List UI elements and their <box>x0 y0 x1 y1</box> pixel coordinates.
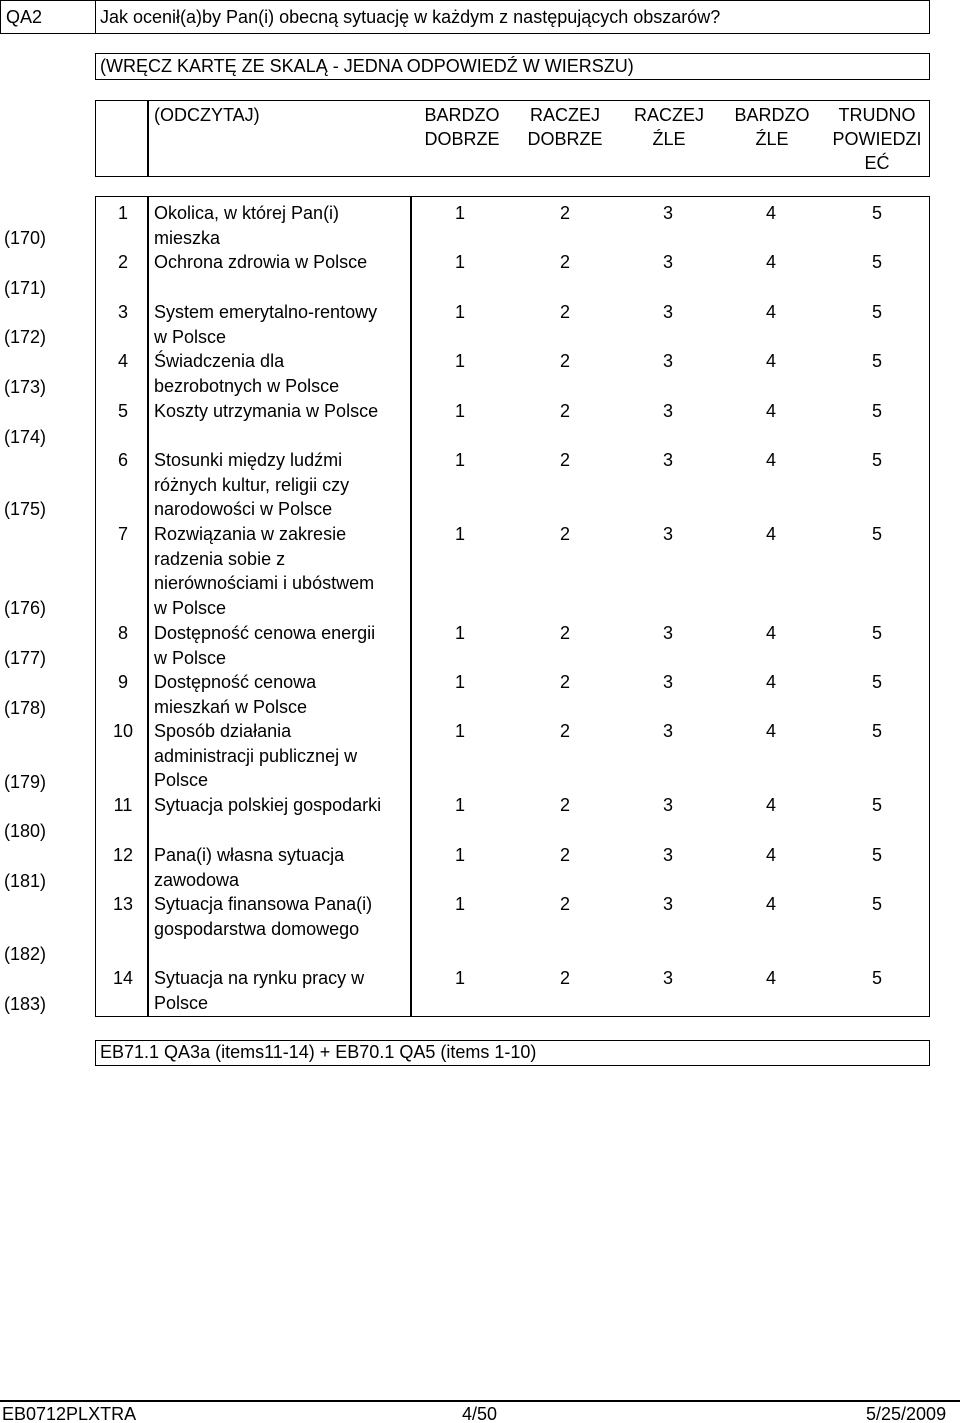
scale-option-4[interactable]: 4 <box>765 623 776 643</box>
scale-option-2[interactable]: 2 <box>559 968 570 988</box>
row-code: (171) <box>4 278 47 298</box>
scale-option-2[interactable]: 2 <box>559 302 570 322</box>
scale-option-3[interactable]: 3 <box>662 450 673 470</box>
row-code: (177) <box>4 648 47 668</box>
scale-option-1[interactable]: 1 <box>454 845 465 865</box>
item-number: 13 <box>112 894 134 914</box>
scale-option-3[interactable]: 3 <box>662 845 673 865</box>
row-code: (179) <box>4 772 47 792</box>
scale-option-5[interactable]: 5 <box>871 203 882 223</box>
item-number: 8 <box>117 623 128 643</box>
scale-option-4[interactable]: 4 <box>765 721 776 741</box>
scale-option-4[interactable]: 4 <box>765 252 776 272</box>
question-id: QA2 <box>6 7 43 27</box>
scale-option-1[interactable]: 1 <box>454 795 465 815</box>
row-code: (183) <box>4 994 47 1014</box>
scale-option-4[interactable]: 4 <box>765 203 776 223</box>
item-number: 6 <box>117 450 128 470</box>
item-number: 5 <box>117 401 128 421</box>
scale-option-4[interactable]: 4 <box>765 845 776 865</box>
item-label: Ochrona zdrowia w Polsce <box>154 252 368 272</box>
scale-option-4[interactable]: 4 <box>765 401 776 421</box>
row-code: (180) <box>4 821 47 841</box>
scale-option-2[interactable]: 2 <box>559 894 570 914</box>
scale-option-1[interactable]: 1 <box>454 401 465 421</box>
scale-option-1[interactable]: 1 <box>454 721 465 741</box>
source-note: EB71.1 QA3a (items11-14) + EB70.1 QA5 (items 1-10) <box>100 1042 537 1062</box>
scale-option-5[interactable]: 5 <box>871 721 882 741</box>
scale-option-5[interactable]: 5 <box>871 845 882 865</box>
scale-option-1[interactable]: 1 <box>454 302 465 322</box>
column-header-bardzo-zle: BARDZO ŹLE <box>734 105 810 149</box>
row-code: (176) <box>4 598 47 618</box>
footer-page-number: 4/50 <box>462 1404 498 1423</box>
read-label: (ODCZYTAJ) <box>154 105 260 125</box>
column-header-trudno-powiedziec: TRUDNO POWIEDZI EĆ <box>832 105 922 173</box>
scale-option-2[interactable]: 2 <box>559 845 570 865</box>
row-code: (174) <box>4 427 47 447</box>
scale-option-4[interactable]: 4 <box>765 524 776 544</box>
scale-option-5[interactable]: 5 <box>871 450 882 470</box>
item-label: Sposób działania administracji publicznej w Polsce <box>154 721 358 790</box>
scale-option-5[interactable]: 5 <box>871 795 882 815</box>
scale-option-5[interactable]: 5 <box>871 968 882 988</box>
scale-option-3[interactable]: 3 <box>662 894 673 914</box>
scale-option-1[interactable]: 1 <box>454 252 465 272</box>
scale-option-1[interactable]: 1 <box>454 968 465 988</box>
item-number: 11 <box>113 795 133 815</box>
item-number: 3 <box>117 302 128 322</box>
item-number: 14 <box>112 968 134 988</box>
row-code: (178) <box>4 698 47 718</box>
item-label: Koszty utrzymania w Polsce <box>154 401 379 421</box>
scale-option-1[interactable]: 1 <box>454 623 465 643</box>
scale-option-2[interactable]: 2 <box>559 203 570 223</box>
scale-option-4[interactable]: 4 <box>765 672 776 692</box>
row-code: (182) <box>4 944 47 964</box>
scale-option-3[interactable]: 3 <box>662 524 673 544</box>
scale-option-4[interactable]: 4 <box>765 894 776 914</box>
item-label: Pana(i) własna sytuacja zawodowa <box>154 845 345 890</box>
footer-doc-id: EB0712PLXTRA <box>2 1404 137 1423</box>
item-label: Sytuacja finansowa Pana(i) gospodarstwa domowego <box>154 894 373 939</box>
item-number: 4 <box>117 351 128 371</box>
item-number: 7 <box>117 524 128 544</box>
scale-option-2[interactable]: 2 <box>559 795 570 815</box>
row-code: (175) <box>4 499 47 519</box>
item-number: 2 <box>117 252 128 272</box>
scale-option-3[interactable]: 3 <box>662 351 673 371</box>
scale-option-1[interactable]: 1 <box>454 203 465 223</box>
item-number: 10 <box>112 721 134 741</box>
scale-option-5[interactable]: 5 <box>871 302 882 322</box>
scale-option-5[interactable]: 5 <box>871 623 882 643</box>
column-header-raczej-dobrze: RACZEJ DOBRZE <box>527 105 603 149</box>
scale-option-3[interactable]: 3 <box>662 968 673 988</box>
item-label: Rozwiązania w zakresie radzenia sobie z nierównościami i ubóstwem w Polsce <box>154 524 375 618</box>
item-label: Okolica, w której Pan(i) mieszka <box>154 203 340 248</box>
scale-option-1[interactable]: 1 <box>454 894 465 914</box>
scale-option-4[interactable]: 4 <box>765 351 776 371</box>
scale-option-2[interactable]: 2 <box>559 623 570 643</box>
scale-option-4[interactable]: 4 <box>765 968 776 988</box>
scale-option-5[interactable]: 5 <box>871 894 882 914</box>
row-code: (172) <box>4 327 47 347</box>
scale-option-3[interactable]: 3 <box>662 252 673 272</box>
row-code: (181) <box>4 871 47 891</box>
item-number: 9 <box>117 672 128 692</box>
item-label: Dostępność cenowa energii w Polsce <box>154 623 376 668</box>
scale-option-2[interactable]: 2 <box>559 351 570 371</box>
question-text: Jak ocenił(a)by Pan(i) obecną sytuację w każdym z następujących obszarów? <box>100 7 721 27</box>
scale-option-3[interactable]: 3 <box>662 623 673 643</box>
scale-option-3[interactable]: 3 <box>662 401 673 421</box>
column-header-raczej-zle: RACZEJ ŹLE <box>633 105 704 149</box>
item-label: Sytuacja polskiej gospodarki <box>154 795 382 815</box>
scale-option-5[interactable]: 5 <box>871 672 882 692</box>
scale-option-1[interactable]: 1 <box>454 672 465 692</box>
scale-option-1[interactable]: 1 <box>454 524 465 544</box>
scale-option-3[interactable]: 3 <box>662 721 673 741</box>
scale-option-1[interactable]: 1 <box>454 450 465 470</box>
scale-option-5[interactable]: 5 <box>871 401 882 421</box>
item-number: 1 <box>117 203 128 223</box>
scale-option-2[interactable]: 2 <box>559 672 570 692</box>
scale-option-3[interactable]: 3 <box>662 203 673 223</box>
scale-option-2[interactable]: 2 <box>559 401 570 421</box>
item-label: System emerytalno-rentowy w Polsce <box>154 302 378 347</box>
row-code: (170) <box>4 228 47 248</box>
scale-option-5[interactable]: 5 <box>871 524 882 544</box>
item-label: Sytuacja na rynku pracy w Polsce <box>154 968 365 1013</box>
scale-option-2[interactable]: 2 <box>559 450 570 470</box>
scale-option-5[interactable]: 5 <box>871 252 882 272</box>
item-label: Dostępność cenowa mieszkań w Polsce <box>154 672 317 717</box>
scale-option-3[interactable]: 3 <box>662 795 673 815</box>
scale-option-2[interactable]: 2 <box>559 721 570 741</box>
item-label: Stosunki między ludźmi różnych kultur, religii czy narodowości w Polsce <box>154 450 350 519</box>
column-header-bardzo-dobrze: BARDZO DOBRZE <box>424 105 500 149</box>
scale-option-5[interactable]: 5 <box>871 351 882 371</box>
scale-option-2[interactable]: 2 <box>559 252 570 272</box>
scale-option-1[interactable]: 1 <box>454 351 465 371</box>
instruction-text: (WRĘCZ KARTĘ ZE SKALĄ - JEDNA ODPOWIEDŹ W WIERSZU) <box>100 56 634 76</box>
item-label: Świadczenia dla bezrobotnych w Polsce <box>154 351 340 396</box>
scale-option-2[interactable]: 2 <box>559 524 570 544</box>
item-number: 12 <box>112 845 134 865</box>
row-code: (173) <box>4 377 47 397</box>
scale-option-4[interactable]: 4 <box>765 450 776 470</box>
scale-option-4[interactable]: 4 <box>765 795 776 815</box>
scale-option-3[interactable]: 3 <box>662 672 673 692</box>
footer-date: 5/25/2009 <box>866 1404 947 1423</box>
scale-option-4[interactable]: 4 <box>765 302 776 322</box>
scale-option-3[interactable]: 3 <box>662 302 673 322</box>
